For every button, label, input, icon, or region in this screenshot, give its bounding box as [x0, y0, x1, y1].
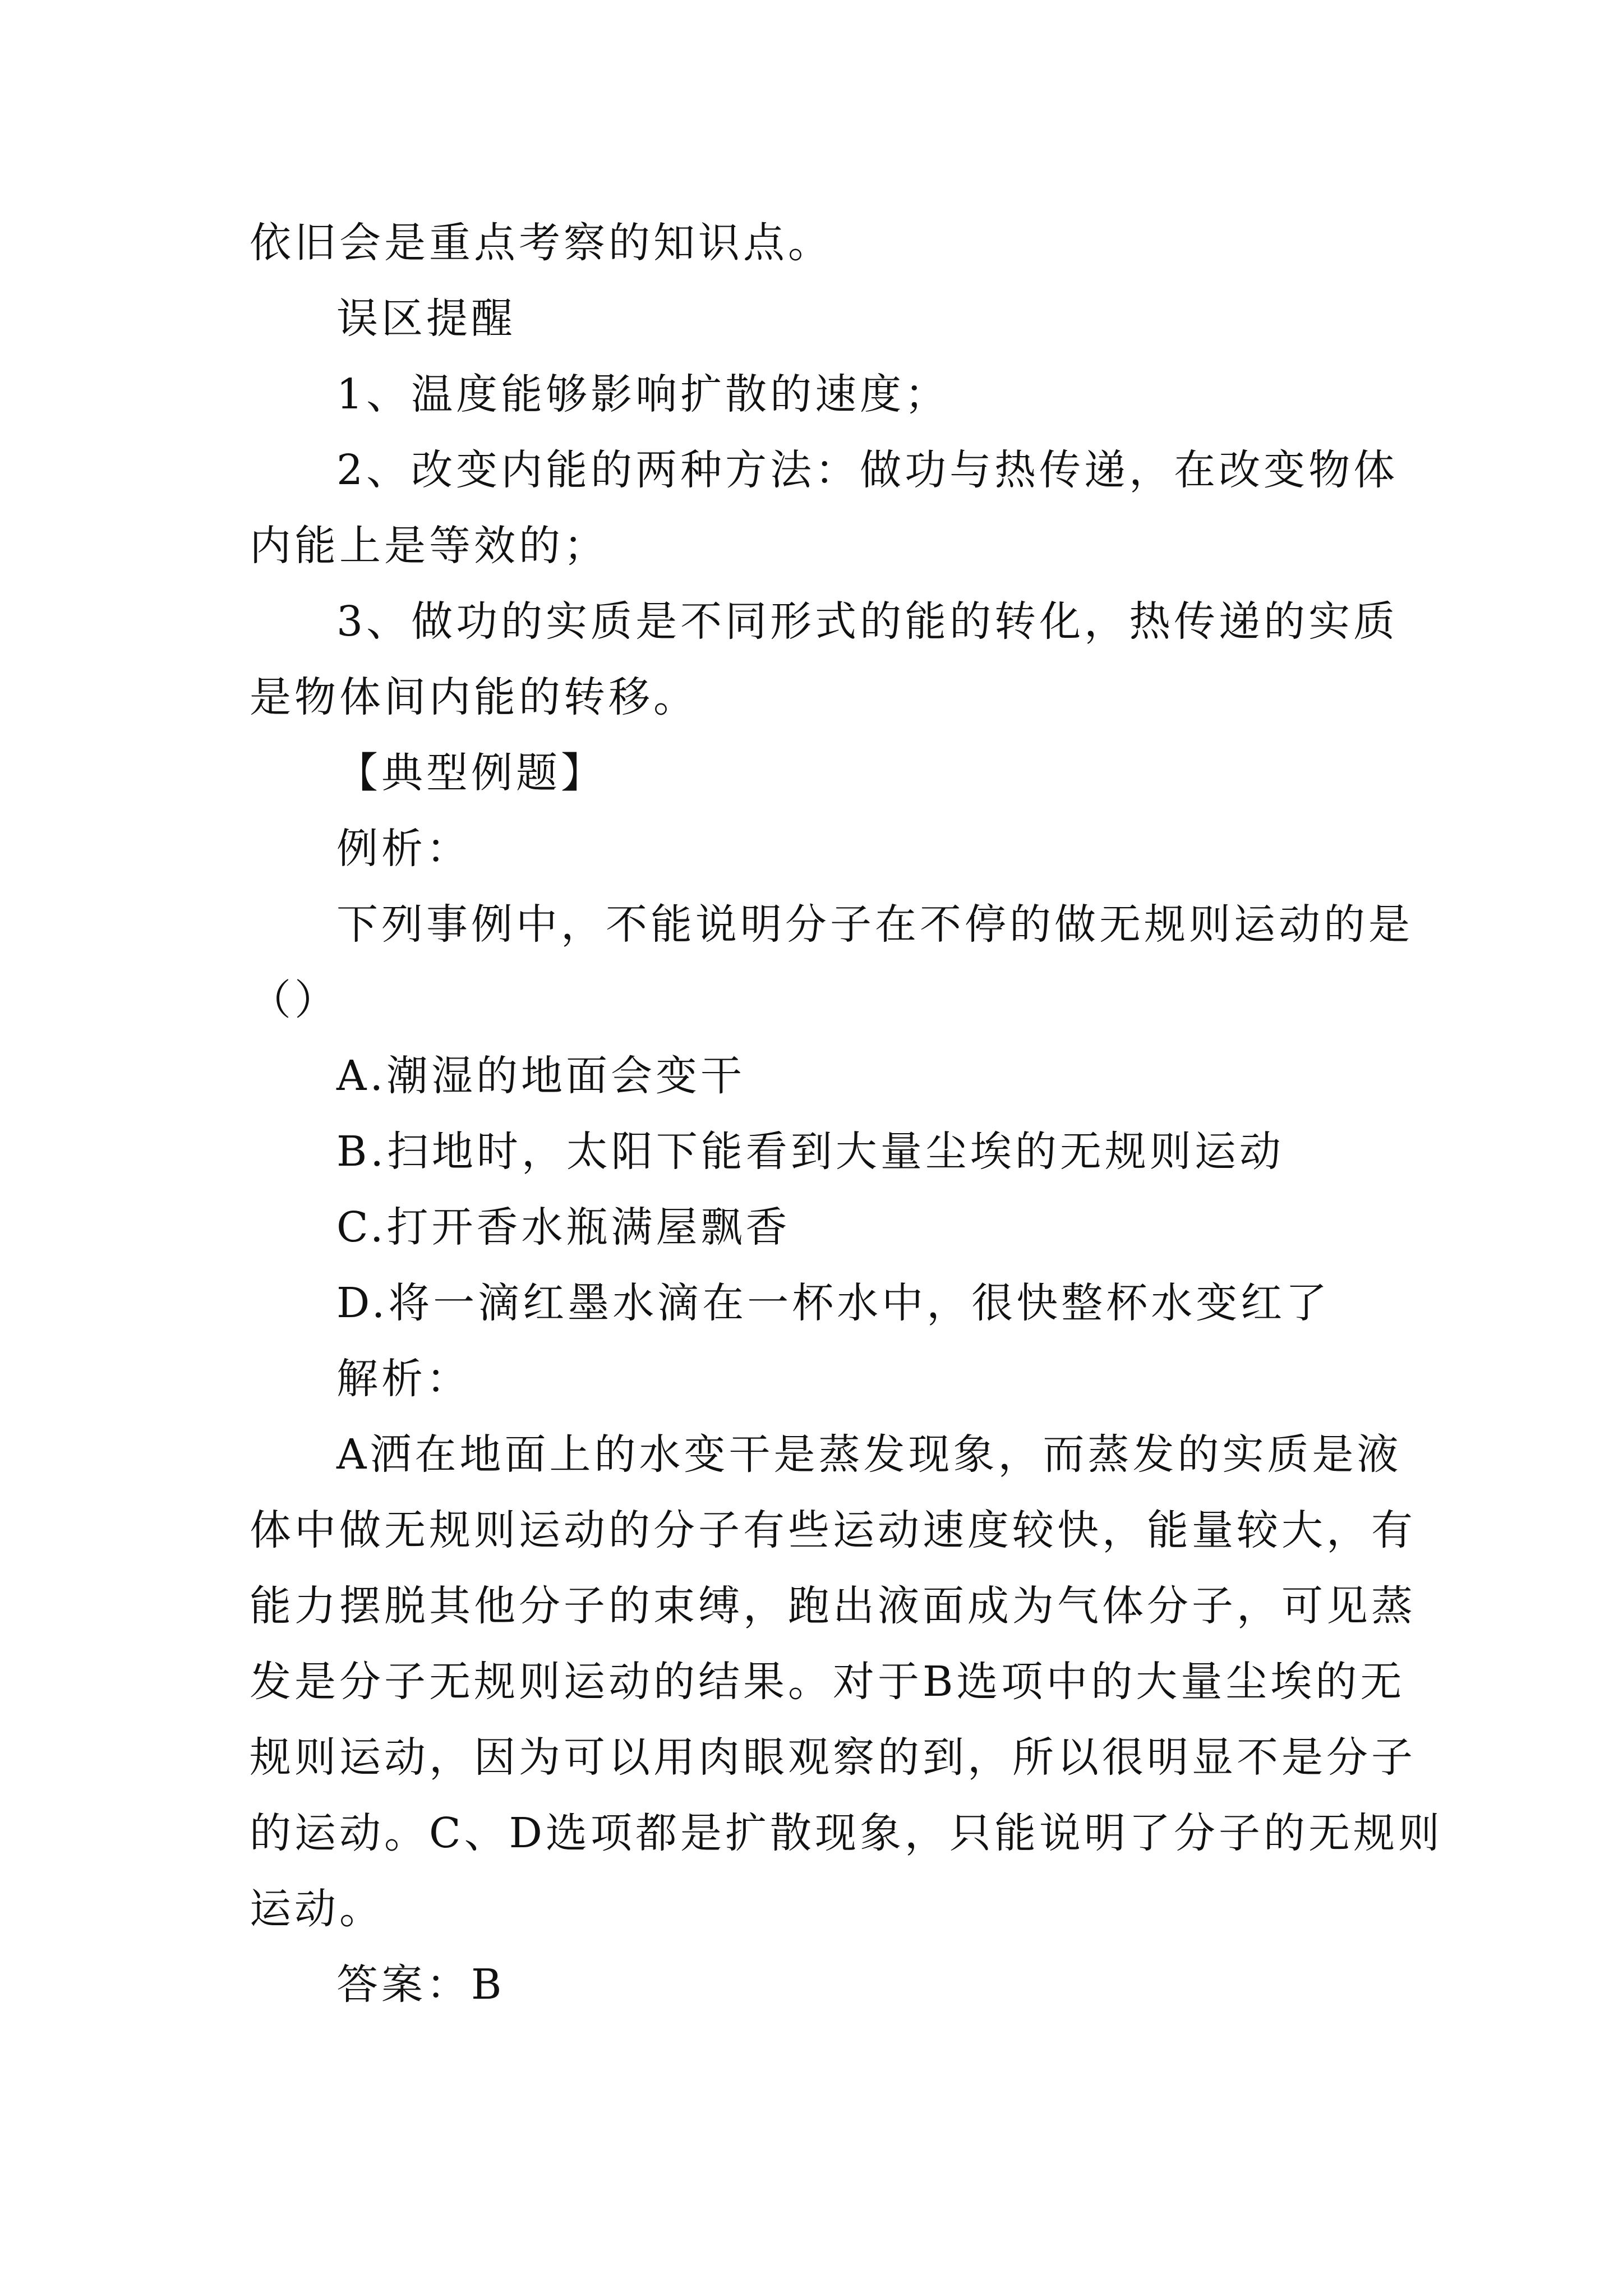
text-line: 2、改变内能的两种方法：做功与热传递，在改变物体 — [336, 446, 1399, 494]
answer-text: 答案：B — [336, 1961, 505, 2009]
section-heading: 【典型例题】 — [336, 749, 606, 797]
option-d: D.将一滴红墨水滴在一杯水中，很快整杯水变红了 — [336, 1279, 1331, 1327]
analysis-text: 的运动。C、D选项都是扩散现象，只能说明了分子的无规则 — [250, 1809, 1443, 1857]
question-text: （） — [250, 976, 339, 1024]
text-line: 例析： — [336, 825, 471, 873]
analysis-text: 体中做无规则运动的分子有些运动速度较快，能量较大，有 — [250, 1506, 1416, 1554]
text-line: 是物体间内能的转移。 — [250, 673, 698, 721]
analysis-text: 发是分子无规则运动的结果。对于B选项中的大量尘埃的无 — [250, 1658, 1405, 1706]
question-text: 下列事例中，不能说明分子在不停的做无规则运动的是 — [336, 900, 1413, 949]
analysis-text: 运动。 — [250, 1885, 384, 1933]
option-a: A.潮湿的地面会变干 — [336, 1052, 745, 1100]
option-c: C.打开香水瓶满屋飘香 — [336, 1203, 791, 1251]
text-line: 3、做功的实质是不同形式的能的转化，热传递的实质 — [336, 597, 1399, 646]
text-line: 依旧会是重点考察的知识点。 — [250, 219, 833, 267]
analysis-text: 能力摆脱其他分子的束缚，跑出液面成为气体分子，可见蒸 — [250, 1582, 1416, 1630]
text-line: 1、温度能够影响扩散的速度； — [336, 370, 950, 418]
analysis-text: A洒在地面上的水变干是蒸发现象，而蒸发的实质是液 — [336, 1430, 1402, 1479]
analysis-text: 规则运动，因为可以用肉眼观察的到，所以很明显不是分子 — [250, 1733, 1416, 1782]
text-line: 解析： — [336, 1355, 471, 1403]
section-heading: 误区提醒 — [336, 295, 516, 343]
option-b: B.扫地时，太阳下能看到大量尘埃的无规则运动 — [336, 1128, 1284, 1176]
text-line: 内能上是等效的； — [250, 522, 608, 570]
